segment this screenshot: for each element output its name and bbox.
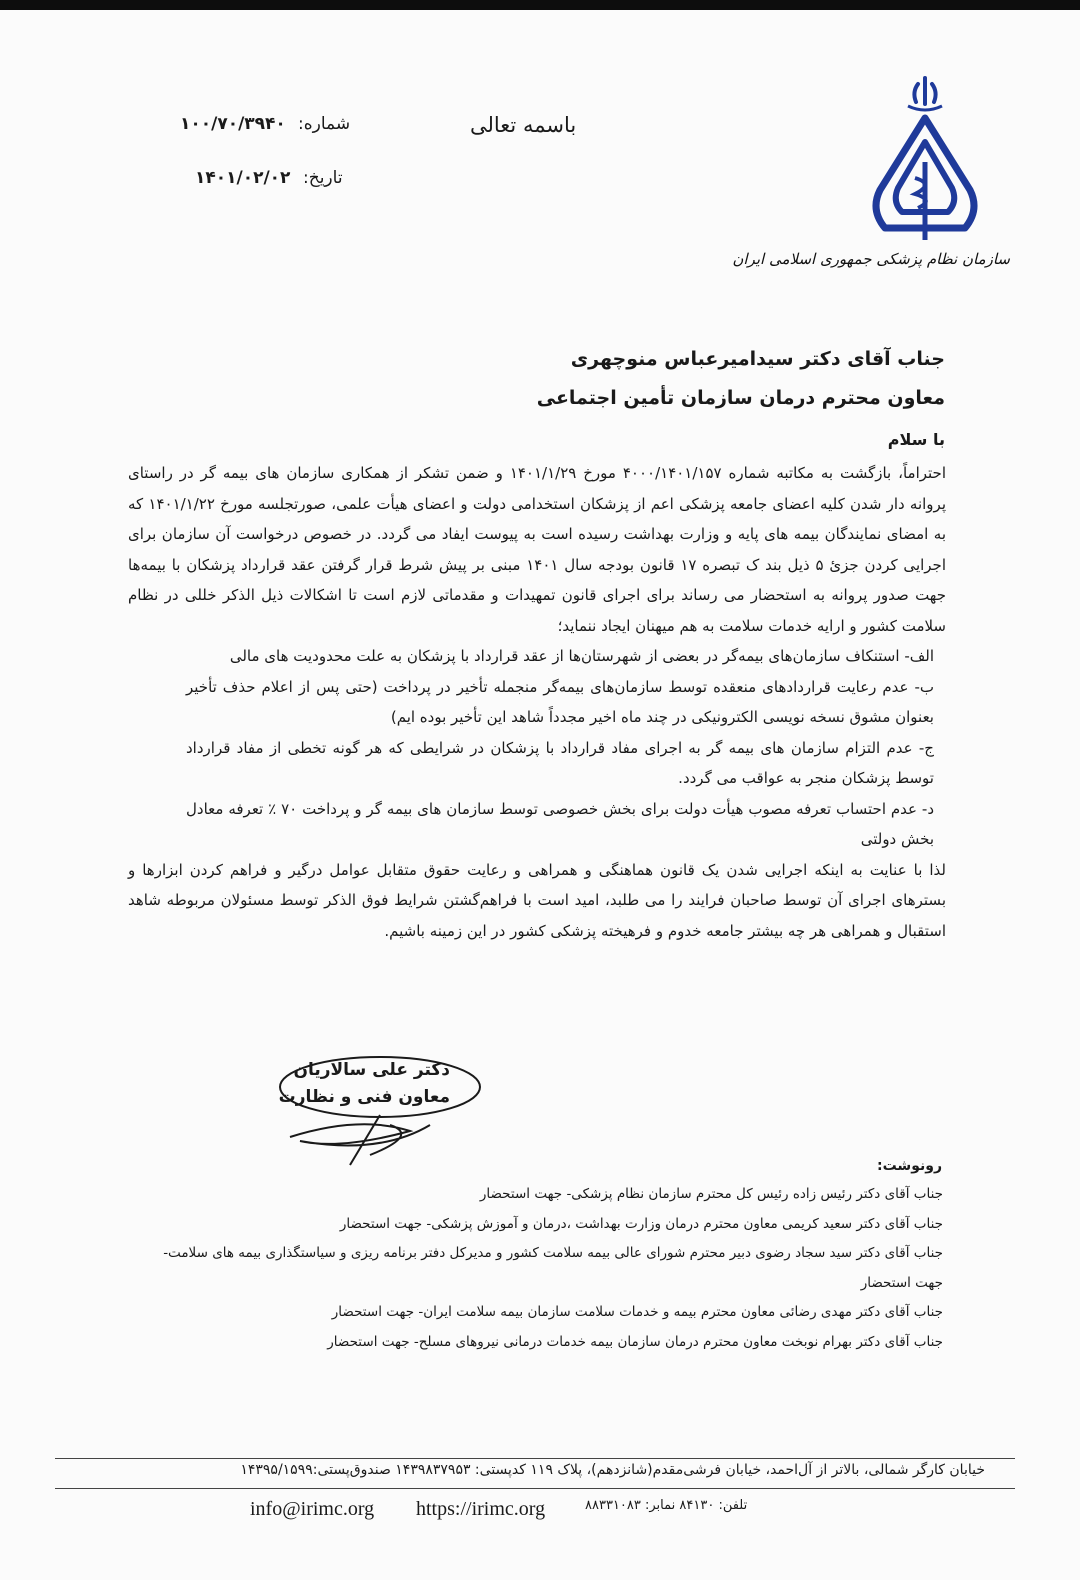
- footer-email-link[interactable]: info@irimc.org: [250, 1498, 375, 1520]
- footer-divider-bottom: [55, 1488, 1015, 1489]
- footer-address: خیابان کارگر شمالی، بالاتر از آل‌احمد، خیابان فرشی‌مقدم(شانزدهم)، پلاک ۱۱۹ کدپستی: ۱۴۳۹۸۳۷۹۵۳ صندوق‌پستی:۱۴۳۹۵/۱۵۹۹: [240, 1462, 985, 1478]
- cc-list: [138, 1180, 943, 1357]
- number-label: شماره:: [298, 114, 351, 134]
- signer-title: معاون فنی و نظارت: [278, 1087, 450, 1107]
- recipient-block: [537, 340, 945, 418]
- footer-divider-top: [55, 1458, 1015, 1459]
- medical-council-emblem-icon: [860, 70, 990, 250]
- letter-number: ۱۰۰/۷۰/۳۹۴۰: [180, 114, 286, 134]
- body-item-c: ج- عدم التزام سازمان های بیمه گر به اجرای مفاد قرارداد با پزشکان در شرایطی که هر گونه تخطی از مفاد قرارداد توسط پزشکان منجر به عواقب می گردد.: [186, 738, 934, 787]
- footer-website-link[interactable]: https://irimc.org: [416, 1498, 546, 1520]
- body-item-b: ب- عدم رعایت قراردادهای منعقده توسط سازمان‌های بیمه‌گر منجمله تأخیر در پرداخت (حتی پس از اعلام حذف تأخیر بعنوان مشوق نسخه نویسی الکترونیکی در چند ماه اخیر مجدداً شاهد این تأخیر بوده ایم): [186, 677, 934, 726]
- top-dark-edge: [0, 0, 1080, 10]
- body-item-a: الف- استنکاف سازمان‌های بیمه‌گر در بعضی از شهرستان‌ها از عقد قرارداد با پزشکان به علت محدودیت های مالی: [229, 647, 934, 665]
- cc-item: جناب آقای دکتر مهدی رضائی معاون محترم بیمه و خدمات سلامت سازمان بیمه سلامت ایران- جهت استحضار: [331, 1304, 943, 1320]
- date-label: تاریخ:: [303, 168, 343, 188]
- footer-phone: تلفن: ۸۴۱۳۰ نمابر: ۸۸۳۳۱۰۸۳: [585, 1498, 748, 1513]
- org-name: سازمان نظام پزشکی جمهوری اسلامی ایران: [732, 250, 1010, 268]
- body-item-d: د- عدم احتساب تعرفه مصوب هیأت دولت برای بخش خصوصی توسط سازمان های بیمه گر و پرداخت ۷۰ ٪ تعرفه معادل بخش دولتی: [186, 799, 935, 848]
- body-closing: لذا با عنایت به اینکه اجرایی شدن یک قانون هماهنگی و همراهی و رعایت حقوق متقابل عوامل درگیر و فراهم کردن ابزارها و بسترهای اجرای آن توسط صاحبان فرایند را می طلبد، امید است با فراهم‌گشتن شرایط فوق الذکر توسط مسئولان مربوطه شاهد استقبال و همراهی هر چه بیشتر جامعه خدوم و فرهیخته پزشکی کشور در این زمینه باشیم.: [128, 860, 946, 940]
- recipient-name: جناب آقای دکتر سیدامیرعباس منوچهری: [570, 348, 945, 370]
- cc-title: رونوشت:: [877, 1158, 942, 1174]
- recipient-title: معاون محترم درمان سازمان تأمین اجتماعی: [536, 387, 945, 409]
- cc-item: جناب آقای دکتر سید سجاد رضوی دبیر محترم شورای عالی بیمه سلامت کشور و مدیرکل دفتر برنامه ریزی و سیاستگذاری بیمه های سلامت- جهت استحضار: [163, 1245, 943, 1291]
- bismillah-heading: باسمه تعالی: [470, 113, 577, 137]
- body-intro: احتراماً، بازگشت به مکاتبه شماره ۴۰۰۰/۱۴۰۱/۱۵۷ مورخ ۱۴۰۱/۱/۲۹ و ضمن تشکر از همکاری سازمان های بیمه گر در راستای پروانه دار شدن کلیه اعضای جامعه پزشکی اعم از پزشکان استخدامی دولت و اعضای هیأت علمی، صورتجلسه مورخ ۱۴۰۱/۱/۲۲ که به امضای نمایندگان بیمه های پایه و وزارت بهداشت رسیده است به پیوست ایفاد می گردد. در خصوص درخواست آن سازمان برای اجرایی کردن جزئ ۵ ذیل بند ک تبصره ۱۷ قانون بودجه سال ۱۴۰۱ مبنی بر پیش شرط قرار گرفتن عقد قرارداد پزشکان با بیمه‌ها جهت صدور پروانه به استحضار می رساند برای اجرای قانون تمهیدات و مقدماتی لازم است تا اشکالات ذیل الذکر خللی در نظام سلامت کشور و ارایه خدمات سلامت به هم میهنان ایجاد ننماید؛: [128, 464, 946, 635]
- signer-name: دکتر علی سالاریان: [293, 1060, 450, 1080]
- letter-body: [128, 458, 946, 946]
- signature-block: [270, 1055, 490, 1175]
- greeting: با سلام: [887, 430, 945, 449]
- cc-item: جناب آقای دکتر رئیس زاده رئیس کل محترم سازمان نظام پزشکی- جهت استحضار: [479, 1186, 943, 1202]
- letter-date: ۱۴۰۱/۰۲/۰۲: [195, 168, 291, 188]
- cc-item: جناب آقای دکتر بهرام نوبخت معاون محترم درمان سازمان بیمه خدمات درمانی نیروهای مسلح- جهت استحضار: [327, 1333, 943, 1350]
- cc-item: جناب آقای دکتر سعید کریمی معاون محترم درمان وزارت بهداشت ،درمان و آموزش پزشکی- جهت استحضار: [339, 1215, 943, 1232]
